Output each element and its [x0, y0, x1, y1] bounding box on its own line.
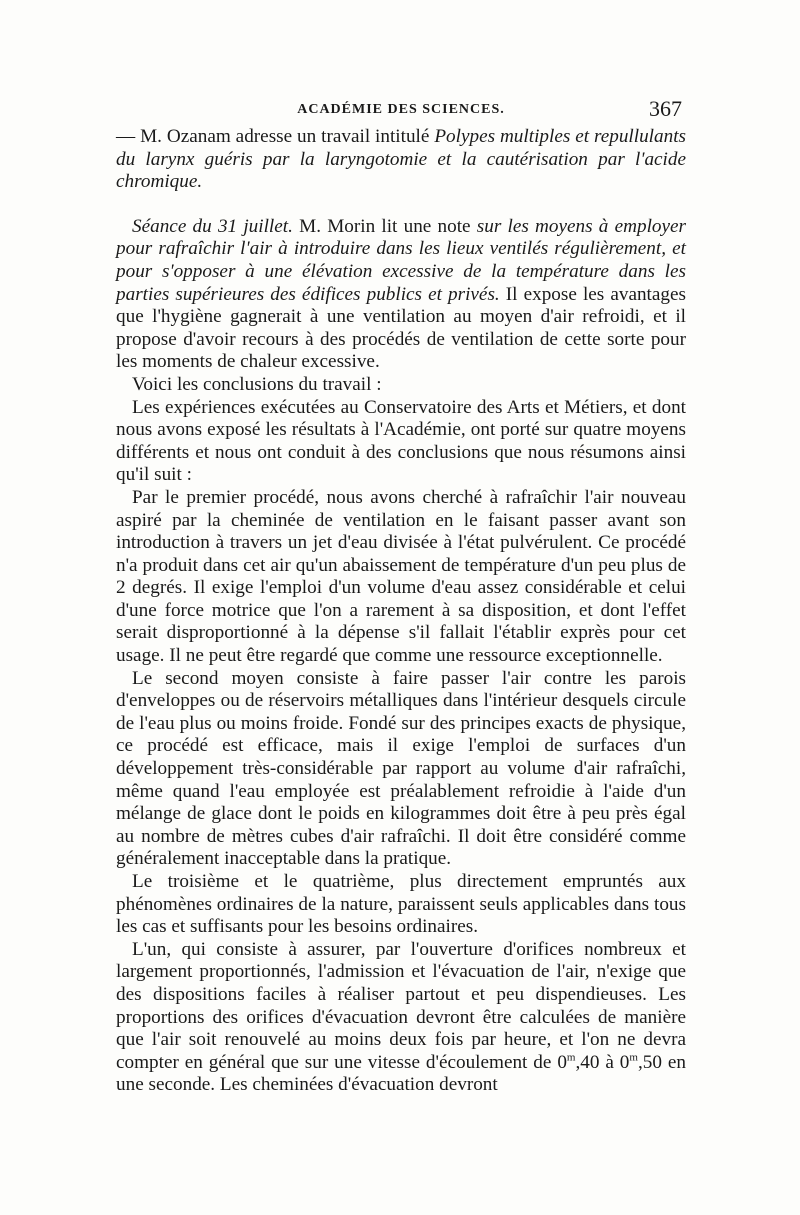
session-date: Séance du 31 juillet. [132, 215, 293, 237]
paragraph-experiences: Les expériences exécutées au Conservatoire des Arts et Métiers, et dont nous avons exposé les résultats à l'Académie, ont porté sur quatre moyens différents et nous ont conduit à des conclusions que nous résumons ainsi qu'il suit : [116, 396, 686, 486]
page-number: 367 [649, 96, 682, 121]
paragraph-mid: M. Morin lit une note [292, 215, 477, 237]
note-subject: sur les moyens à employer pour rafraîchir l'air à introduire dans les lieux ventilés régulièrement, et pour s'opposer à une élévation excessive de la température dans les parties supérieures des édifices publics et privés. [116, 215, 686, 305]
paragraph-troisieme: Le troisième et le quatrième, plus directement empruntés aux phénomènes ordinaires de la nature, paraissent seuls applicables dans tous les cas et suffisants pour les besoins ordinaires. [116, 871, 686, 938]
book-page [116, 96, 686, 1097]
running-title: ACADÉMIE DES SCIENCES. [297, 102, 505, 117]
paragraph-conclusions-intro: Voici les conclusions du travail : [132, 373, 382, 395]
paragraph-orifices [116, 939, 686, 1097]
paragraph-text: ,40 à 0 [575, 1051, 630, 1073]
work-title: Polypes multiples et repullulants du larynx guéris par la laryngotomie et la cautérisation par l'acide chromique. [116, 126, 686, 193]
paragraph-ozanam [116, 126, 686, 194]
paragraph-seance [116, 216, 686, 374]
unit-superscript: m [566, 1051, 576, 1064]
paragraph-text: L'un, qui consiste à assurer, par l'ouverture d'orifices nombreux et largement proportionnés, l'admission et l'évacuation de l'air, n'exige que des dispositions faciles à réaliser partout et peu dispendieuses. Les proportions des orifices d'évacuation devront être calculées de manière que l'air soit renouvelé au moins deux fois par heure, et l'on ne devra compter en général que sur une vitesse d'écoulement de 0 [116, 938, 686, 1073]
body-text [116, 126, 686, 1097]
page-header [116, 96, 686, 126]
paragraph-rest: Il expose les avantages que l'hygiène gagnerait à une ventilation au moyen d'air refroidi, et il propose d'avoir recours à des procédés de ventilation de cette sorte pour les moments de chaleur excessive. [116, 283, 686, 373]
paragraph-lead: — M. Ozanam adresse un travail intitulé [116, 126, 435, 147]
unit-superscript: m [629, 1051, 638, 1064]
paragraph-second-moyen: Le second moyen consiste à faire passer l'air contre les parois d'enveloppes ou de réservoirs métalliques dans l'intérieur desquels circule de l'eau plus ou moins froide. Fondé sur des principes exacts de physique, ce procédé est efficace, mais il exige l'emploi de surfaces d'un développement très-considérable par rapport au volume d'air rafraîchi, même quand l'eau employée est préalablement refroidie à l'aide d'un mélange de glace dont le poids en kilogrammes doit être à peu près égal au nombre de mètres cubes d'air rafraîchi. Il doit être considéré comme généralement inacceptable dans la pratique. [116, 667, 686, 870]
paragraph-text: ,50 en une seconde. Les cheminées d'évacuation devront [116, 1051, 686, 1096]
paragraph-premier-procede: Par le premier procédé, nous avons cherché à rafraîchir l'air nouveau aspiré par la cheminée de ventilation en le faisant passer avant son introduction à travers un jet d'eau divisée à l'état pulvérulent. Ce procédé n'a produit dans cet air qu'un abaissement de température d'un peu plus de 2 degrés. Il exige l'emploi d'un volume d'eau assez considérable et celui d'une force motrice que l'on a rarement à sa disposition, et dont l'effet serait disproportionné à la dépense s'il fallait l'établir exprès pour cet usage. Il ne peut être regardé que comme une ressource exceptionnelle. [116, 486, 686, 667]
